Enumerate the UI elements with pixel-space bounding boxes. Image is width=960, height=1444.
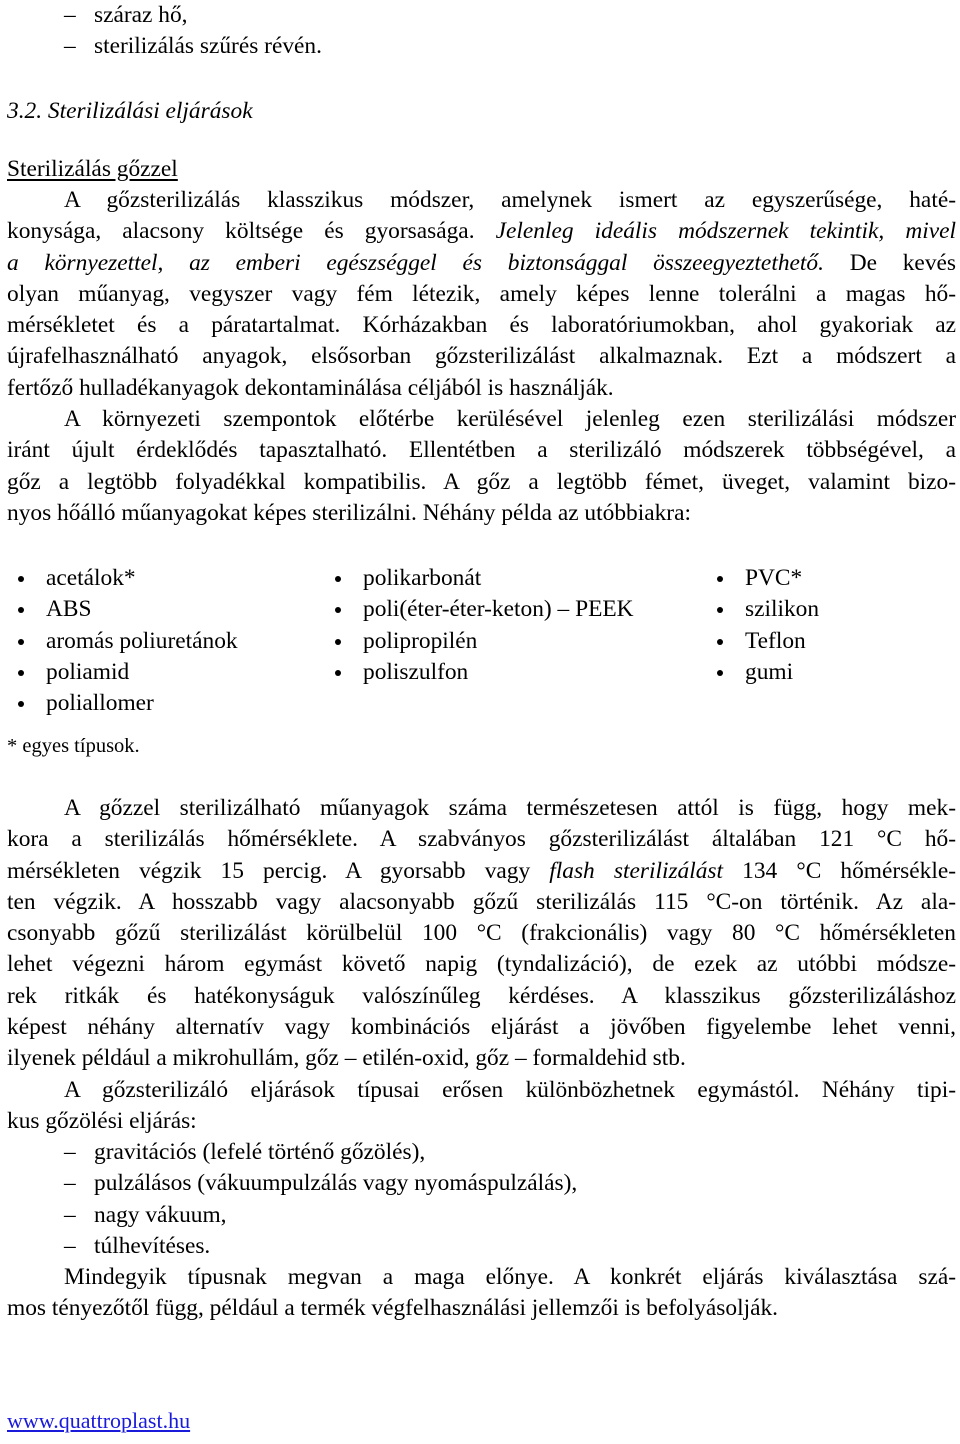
bullet-icon: [717, 639, 723, 645]
text-line: kora a sterilizálás hőmérséklete. A szabványos gőzsterilizálást általában 121 °C hő-: [7, 826, 956, 853]
list-item-text: ABS: [46, 596, 92, 623]
list-item: [712, 594, 819, 625]
list-item: [0, 1200, 960, 1231]
materials-list: [0, 563, 960, 723]
list-item-text: nagy vákuum,: [94, 1201, 227, 1228]
list-item: [13, 594, 238, 625]
text-line: gőz a legtöbb folyadékkal kompatibilis. A gőz a legtöbb fémet, üveget, valamint bizo-: [7, 468, 956, 495]
paragraph-3: [7, 793, 956, 1075]
list-item-text: pulzálásos (vákuumpulzálás vagy nyomáspulzálás),: [94, 1170, 578, 1197]
list-item-text: polikarbonát: [363, 565, 482, 591]
bullet-icon: [335, 607, 341, 613]
dash-marker: –: [64, 1232, 76, 1259]
paragraph-1: [7, 185, 956, 404]
list-item: [330, 563, 634, 594]
list-item-text: poliallomer: [46, 690, 154, 717]
text-line: iránt újult érdeklődés tapasztalható. Ellentétben a sterilizáló módszerek többségével, a: [7, 437, 956, 464]
list-item-text: gravitációs (lefelé történő gőzölés),: [94, 1139, 426, 1165]
list-item: [13, 657, 238, 688]
list-item: [330, 626, 634, 657]
text-line: képest néhány alternatív vagy kombinációs eljárást a jövőben figyelembe lehet venni,: [7, 1014, 956, 1041]
bullet-icon: [717, 670, 723, 676]
paragraph-2: [7, 404, 956, 529]
text-line: A gőzzel sterilizálható műanyagok száma természetesen attól is függ, hogy mek-: [64, 795, 956, 821]
list-item: [330, 594, 634, 625]
list-item: [13, 563, 238, 594]
italic-span: a környezettel, az emberi egészséggel és biztonsággal összeegyeztethető.: [7, 249, 824, 276]
text-line: [7, 856, 956, 887]
italic-span: flash sterilizálást: [549, 857, 724, 884]
dash-marker: –: [64, 33, 76, 60]
bullet-icon: [18, 701, 24, 707]
list-item-text: aromás poliuretánok: [46, 627, 238, 654]
list-item-text: sterilizálás szűrés révén.: [94, 33, 322, 60]
text-line: [7, 216, 956, 247]
dash-marker: –: [64, 1139, 76, 1165]
list-item-text: polipropilén: [363, 627, 478, 654]
text-line: csonyabb gőzű sterilizálást körülbelül 100 °C (frakcionális) vagy 80 °C hőmérsékleten: [7, 920, 956, 947]
text-line: Mindegyik típusnak megvan a maga előnye. A konkrét eljárás kiválasztása szá-: [64, 1264, 956, 1290]
materials-column-2: [330, 563, 634, 688]
text-line: kus gőzölési eljárás:: [7, 1108, 197, 1135]
bullet-icon: [717, 607, 723, 613]
list-item: [712, 626, 819, 657]
bullet-icon: [18, 670, 24, 676]
list-item: [0, 1168, 960, 1199]
list-item-text: poliszulfon: [363, 658, 469, 685]
italic-span: Jelenleg ideális módszernek tekintik, mivel: [474, 218, 956, 245]
materials-column-1: [13, 563, 238, 719]
list-item: [330, 657, 634, 688]
list-item: [712, 563, 819, 594]
bullet-icon: [335, 670, 341, 676]
text-line: A gőzsterilizálás klasszikus módszer, amelynek ismert az egyszerűsége, haté-: [64, 187, 956, 213]
text-line: [7, 248, 956, 279]
list-item: [13, 688, 238, 719]
list-item-text: szilikon: [745, 596, 820, 623]
text-line: A gőzsterilizáló eljárások típusai erősen különbözhetnek egymástól. Néhány tipi-: [64, 1077, 956, 1103]
text-line: nyos hőálló műanyagokat képes sterilizálni. Néhány példa az utóbbiakra:: [7, 499, 691, 526]
bullet-icon: [18, 607, 24, 613]
dash-marker: –: [64, 1201, 76, 1228]
dash-marker: –: [64, 2, 76, 28]
bullet-icon: [18, 576, 24, 582]
list-item: [712, 657, 819, 688]
footnote: * egyes típusok.: [7, 735, 140, 757]
bullet-icon: [335, 639, 341, 645]
text-line: mos tényezőtől függ, például a termék végfelhasználási jellemzői is befolyásolják.: [7, 1295, 778, 1322]
list-item-text: poliamid: [46, 658, 130, 685]
text-line: olyan műanyag, vegyszer vagy fém létezik, amely képes lenne tolerálni a magas hő-: [7, 280, 956, 307]
list-item: [0, 1137, 960, 1168]
section-heading: 3.2. Sterilizálási eljárások: [7, 98, 253, 124]
text-line: újrafelhasználható anyagok, elsősorban gőzsterilizálást alkalmaznak. Ezt a módszert a: [7, 343, 956, 370]
footer-website-link[interactable]: www.quattroplast.hu: [7, 1408, 191, 1433]
bullet-icon: [335, 576, 341, 582]
bullet-icon: [18, 639, 24, 645]
text-line: lehet végezni három egymást követő napig (tyndalizáció), de ezek az utóbbi módsze-: [7, 951, 956, 978]
subheading: Sterilizálás gőzzel: [7, 156, 178, 182]
text-line: ilyenek például a mikrohullám, gőz – etilén-oxid, gőz – formaldehid stb.: [7, 1045, 686, 1072]
list-item-text: PVC*: [745, 565, 803, 591]
bullet-icon: [717, 576, 723, 582]
list-item: [0, 1231, 960, 1262]
paragraph-5: [7, 1262, 956, 1325]
list-item-text: gumi: [745, 658, 794, 685]
steam-procedures-list: [0, 1137, 960, 1262]
text-span: mérsékleten végzik 15 percig. A gyorsabb vagy: [7, 857, 550, 884]
dash-list-top: [0, 0, 960, 63]
list-item: [0, 31, 960, 62]
list-item-text: Teflon: [745, 627, 806, 654]
text-line: rek ritkák és hatékonyságuk valószínűleg kérdéses. A klasszikus gőzsterilizáláshoz: [7, 982, 956, 1009]
text-line: A környezeti szempontok előtérbe kerülésével jelenleg ezen sterilizálási módszer: [64, 406, 956, 432]
text-line: ten végzik. A hosszabb vagy alacsonyabb gőzű sterilizálás 115 °C-on történik. Az ala-: [7, 888, 956, 915]
list-item-text: poli(éter-éter-keton) – PEEK: [363, 596, 634, 623]
paragraph-4: [7, 1075, 956, 1138]
list-item-text: túlhevítéses.: [94, 1232, 211, 1259]
dash-marker: –: [64, 1170, 76, 1197]
text-span: De kevés: [823, 249, 956, 276]
list-item-text: száraz hő,: [94, 2, 188, 28]
materials-column-3: [712, 563, 819, 688]
text-span: 134 °C hőmérsékle-: [723, 857, 956, 884]
list-item: [0, 0, 960, 31]
list-item-text: acetálok*: [46, 565, 136, 591]
text-span: konysága, alacsony költsége és gyorsasága.: [7, 218, 475, 245]
text-line: fertőző hulladékanyagok dekontaminálása céljából is használják.: [7, 374, 614, 401]
text-line: mérsékletet és a páratartalmat. Kórházakban és laboratóriumokban, ahol gyakoriak az: [7, 312, 956, 339]
list-item: [13, 626, 238, 657]
